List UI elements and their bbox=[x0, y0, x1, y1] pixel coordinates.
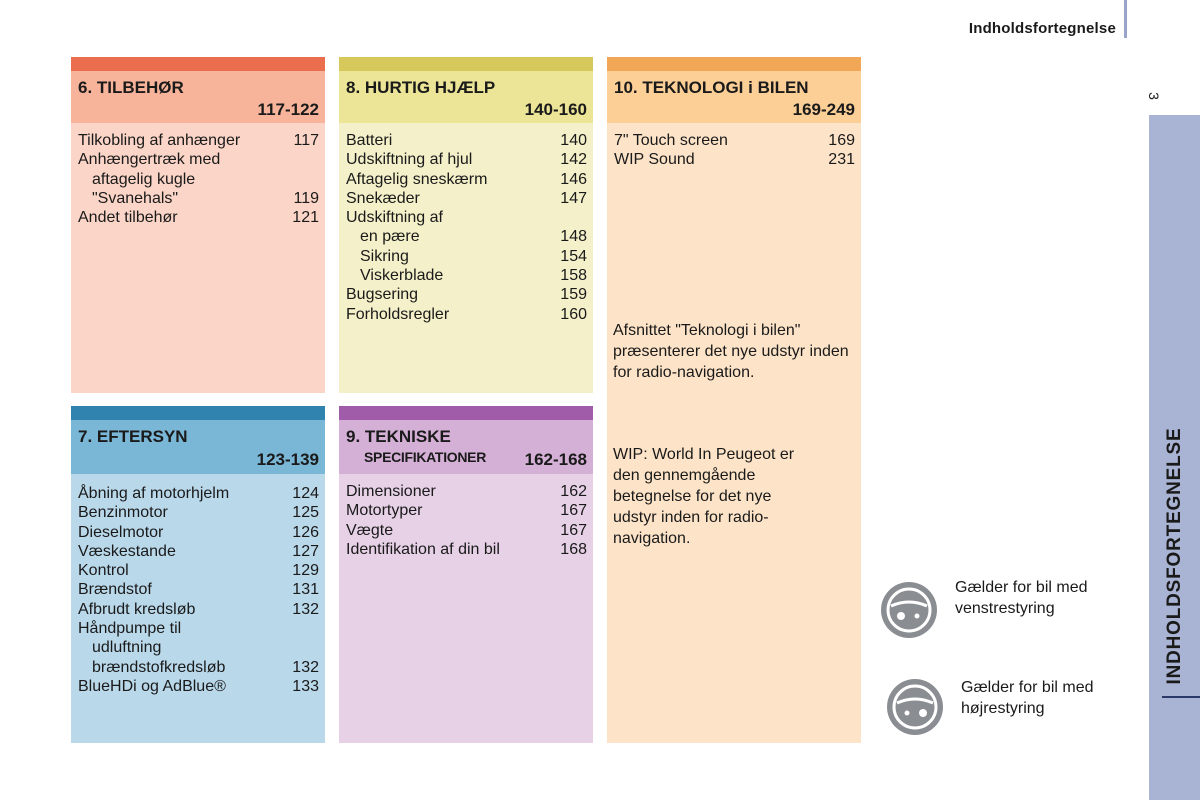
legend-left-line1: Gælder for bil med bbox=[955, 579, 1088, 596]
toc-entry[interactable] bbox=[78, 580, 319, 599]
toc-entry-page: 121 bbox=[292, 209, 319, 227]
section-6-title: 6. TILBEHØR bbox=[78, 78, 184, 97]
toc-entry-page: 142 bbox=[560, 151, 587, 169]
toc-entry-label: Brændstof bbox=[78, 581, 152, 599]
toc-entry-page: 146 bbox=[560, 170, 587, 188]
toc-entry[interactable] bbox=[78, 523, 319, 542]
toc-entry[interactable] bbox=[78, 503, 319, 522]
toc-entry-label: Andet tilbehør bbox=[78, 209, 178, 227]
toc-entry-label: aftagelig kugle bbox=[92, 170, 196, 188]
toc-entry-page: 119 bbox=[293, 189, 319, 207]
toc-entry[interactable] bbox=[346, 189, 587, 208]
toc-entry[interactable] bbox=[78, 131, 319, 150]
section-10-note-1: Afsnittet "Teknologi i bilen" præsenterer det nye udstyr inden for radio-navigation. bbox=[613, 322, 849, 381]
toc-entry-page: 133 bbox=[292, 677, 319, 695]
toc-entry-label: udluftning bbox=[92, 639, 162, 657]
toc-entry-label: Væskestande bbox=[78, 542, 176, 560]
toc-entry-page: 124 bbox=[292, 485, 319, 502]
toc-entry[interactable] bbox=[78, 638, 319, 657]
side-tab-rule bbox=[1162, 696, 1200, 698]
toc-entry[interactable] bbox=[78, 561, 319, 580]
toc-entry-label: Motortyper bbox=[346, 502, 423, 520]
toc-entry-page: 231 bbox=[828, 151, 855, 169]
toc-entry-page: 167 bbox=[560, 521, 587, 539]
section-10-list bbox=[614, 131, 855, 170]
toc-entry[interactable] bbox=[614, 131, 855, 150]
section-6-body bbox=[71, 123, 325, 393]
section-8-band bbox=[339, 57, 593, 71]
toc-entry-label: en pære bbox=[360, 228, 420, 246]
side-tab-label-wrap bbox=[1164, 427, 1186, 685]
toc-entry-page: 127 bbox=[292, 542, 319, 560]
toc-entry-page: 131 bbox=[292, 581, 319, 599]
section-10-note-2: WIP: World In Peugeot er den gennemgående betegnelse for det nye udstyr inden for radio-navigation. bbox=[613, 446, 795, 547]
section-9-range: 162-168 bbox=[524, 450, 587, 469]
section-6-range: 117-122 bbox=[257, 100, 319, 119]
toc-entry-label: Viskerblade bbox=[360, 267, 444, 285]
page-number: 3 bbox=[1145, 92, 1162, 100]
toc-entry[interactable] bbox=[346, 150, 587, 169]
section-6-header[interactable] bbox=[71, 71, 325, 123]
toc-entry[interactable] bbox=[346, 482, 587, 501]
toc-entry[interactable] bbox=[78, 484, 319, 503]
toc-entry-page: 158 bbox=[560, 267, 587, 285]
section-10-band bbox=[607, 57, 861, 71]
toc-entry[interactable] bbox=[346, 501, 587, 520]
toc-entry-label: Håndpumpe til bbox=[78, 620, 182, 638]
toc-entry[interactable] bbox=[78, 542, 319, 561]
toc-entry[interactable] bbox=[78, 208, 319, 227]
toc-entry-page: 162 bbox=[560, 483, 587, 500]
toc-entry[interactable] bbox=[346, 208, 587, 227]
section-6-list bbox=[78, 131, 319, 227]
toc-entry-label: Identifikation af din bil bbox=[346, 540, 500, 558]
toc-entry-label: Dimensioner bbox=[346, 483, 436, 500]
section-7-title: 7. EFTERSYN bbox=[78, 427, 188, 446]
section-9-band bbox=[339, 406, 593, 420]
toc-entry-label: Udskiftning af bbox=[346, 209, 443, 227]
toc-entry-label: BlueHDi og AdBlue® bbox=[78, 677, 226, 695]
section-8-body bbox=[339, 123, 593, 393]
toc-entry-page: 126 bbox=[292, 523, 319, 541]
section-8-range: 140-160 bbox=[524, 100, 587, 119]
toc-entry-page: 148 bbox=[560, 228, 587, 246]
toc-entry-page: 154 bbox=[560, 247, 587, 265]
section-10-header[interactable] bbox=[607, 71, 861, 123]
toc-entry[interactable] bbox=[346, 305, 587, 324]
toc-entry-page: 129 bbox=[292, 562, 319, 580]
toc-entry[interactable] bbox=[346, 227, 587, 246]
legend-left-line2: venstrestyring bbox=[955, 600, 1055, 617]
toc-entry-page: 169 bbox=[828, 132, 855, 149]
section-9-subtitle: SPECIFIKATIONER bbox=[364, 449, 487, 465]
section-7-band bbox=[71, 406, 325, 420]
toc-entry-label: Bugsering bbox=[346, 286, 419, 304]
section-10 bbox=[607, 57, 861, 743]
toc-entry[interactable] bbox=[346, 266, 587, 285]
section-9-header[interactable] bbox=[339, 420, 593, 474]
legend-right-text bbox=[961, 677, 1094, 719]
section-9-body bbox=[339, 474, 593, 743]
section-6 bbox=[71, 57, 325, 393]
toc-entry-page: 117 bbox=[293, 132, 319, 149]
section-8-title: 8. HURTIG HJÆLP bbox=[346, 78, 496, 97]
toc-entry-page: 167 bbox=[560, 502, 587, 520]
toc-entry[interactable] bbox=[78, 150, 319, 169]
legend-left-text bbox=[955, 577, 1088, 619]
toc-entry-label: Åbning af motorhjelm bbox=[78, 485, 230, 502]
section-8-list bbox=[346, 131, 587, 324]
section-10-range: 169-249 bbox=[792, 100, 855, 119]
section-6-band bbox=[71, 57, 325, 71]
toc-entry-page: 140 bbox=[560, 132, 587, 149]
toc-entry-page: 125 bbox=[292, 504, 319, 522]
section-7-list bbox=[78, 484, 319, 696]
right-hand-drive-icon bbox=[887, 679, 943, 735]
section-9 bbox=[339, 406, 593, 743]
toc-entry-label: Batteri bbox=[346, 132, 393, 149]
toc-entry-label: Sikring bbox=[360, 247, 409, 265]
toc-entry-page: 160 bbox=[560, 305, 587, 323]
section-8-header[interactable] bbox=[339, 71, 593, 123]
toc-entry-page: 147 bbox=[560, 189, 587, 207]
legend-right-line1: Gælder for bil med bbox=[961, 679, 1094, 696]
side-tab-label: INDHOLDSFORTEGNELSE bbox=[1164, 427, 1185, 685]
toc-entry[interactable] bbox=[346, 521, 587, 540]
toc-entry-label: Forholdsregler bbox=[346, 305, 450, 323]
section-10-title: 10. TEKNOLOGI i BILEN bbox=[614, 78, 809, 97]
toc-entry[interactable] bbox=[614, 150, 855, 169]
toc-entry-label: Aftagelig sneskærm bbox=[346, 170, 488, 188]
toc-entry[interactable] bbox=[346, 170, 587, 189]
section-7-body bbox=[71, 474, 325, 743]
toc-entry-label: Snekæder bbox=[346, 189, 420, 207]
section-10-body bbox=[607, 123, 861, 743]
page-header-title: Indholdsfortegnelse bbox=[968, 20, 1116, 37]
section-7 bbox=[71, 406, 325, 743]
toc-entry-label: Udskiftning af hjul bbox=[346, 151, 473, 169]
section-9-title: 9. TEKNISKE bbox=[346, 427, 451, 446]
toc-entry[interactable] bbox=[78, 619, 319, 638]
toc-entry[interactable] bbox=[78, 658, 319, 677]
toc-entry[interactable] bbox=[346, 247, 587, 266]
toc-entry-label: Kontrol bbox=[78, 562, 129, 580]
toc-entry-label: Dieselmotor bbox=[78, 523, 164, 541]
toc-entry-label: Afbrudt kredsløb bbox=[78, 600, 196, 618]
toc-entry-page: 168 bbox=[560, 540, 587, 558]
toc-entry-page: 132 bbox=[292, 600, 319, 618]
toc-entry[interactable] bbox=[78, 600, 319, 619]
toc-entry[interactable] bbox=[78, 170, 319, 189]
toc-entry-label: Tilkobling af anhænger bbox=[78, 132, 241, 149]
toc-entry[interactable] bbox=[78, 189, 319, 208]
toc-entry-label: Vægte bbox=[346, 521, 394, 539]
section-7-range: 123-139 bbox=[256, 450, 319, 469]
toc-entry[interactable] bbox=[346, 131, 587, 150]
toc-entry-label: 7" Touch screen bbox=[614, 132, 728, 149]
legend-right-line2: højrestyring bbox=[961, 700, 1045, 717]
section-7-header[interactable] bbox=[71, 420, 325, 474]
toc-entry-label: Anhængertræk med bbox=[78, 151, 221, 169]
toc-entry-label: "Svanehals" bbox=[92, 189, 179, 207]
toc-entry-label: brændstofkredsløb bbox=[92, 658, 226, 676]
toc-entry[interactable] bbox=[346, 285, 587, 304]
toc-entry-label: Benzinmotor bbox=[78, 504, 168, 522]
section-8 bbox=[339, 57, 593, 393]
section-9-list bbox=[346, 482, 587, 559]
toc-entry[interactable] bbox=[78, 677, 319, 696]
header-rule bbox=[1124, 0, 1127, 38]
toc-entry-label: WIP Sound bbox=[614, 151, 695, 169]
toc-entry-page: 132 bbox=[292, 658, 319, 676]
left-hand-drive-icon bbox=[881, 582, 937, 638]
toc-entry[interactable] bbox=[346, 540, 587, 559]
toc-entry-page: 159 bbox=[560, 286, 587, 304]
